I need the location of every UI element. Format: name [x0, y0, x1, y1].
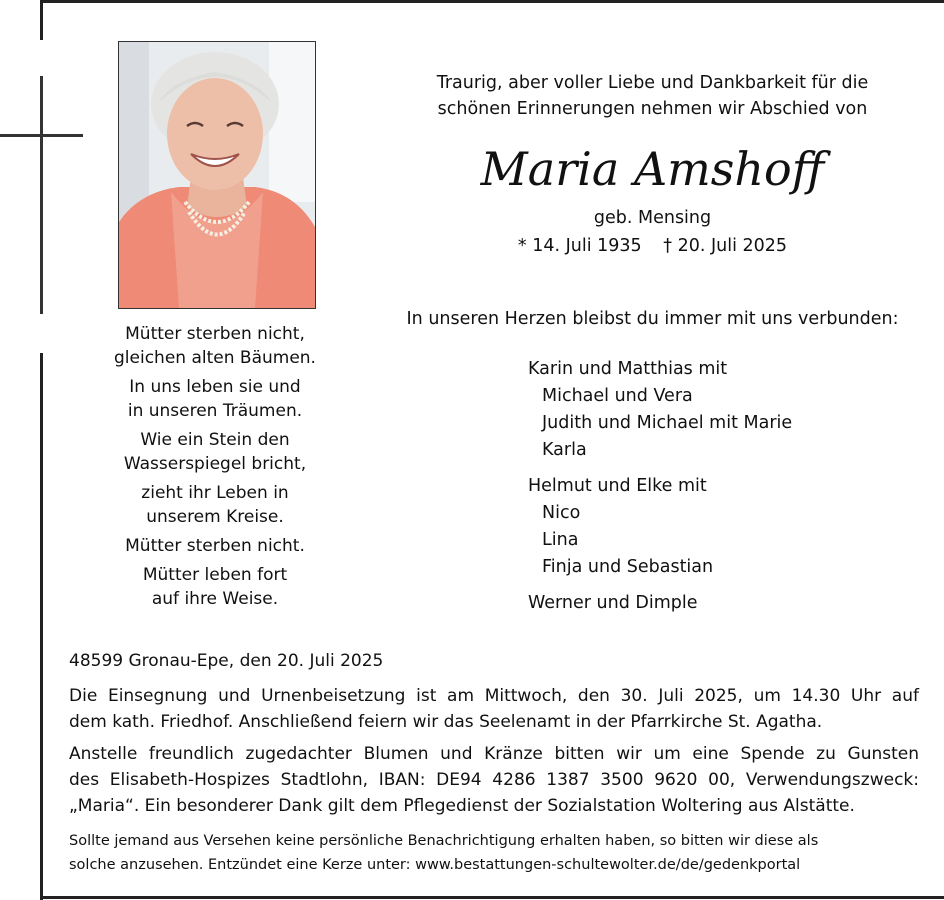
poem-line: zieht ihr Leben in — [141, 483, 289, 503]
intro-line: schönen Erinnerungen nehmen wir Abschied von — [437, 99, 868, 119]
family-member: Michael und Vera — [542, 386, 693, 406]
family-member: Karla — [542, 440, 587, 460]
portrait-photo — [118, 41, 316, 309]
poem-line: Mütter sterben nicht. — [125, 536, 305, 556]
frame-top-border — [40, 0, 944, 3]
birth-date: * 14. Juli 1935 — [517, 236, 642, 256]
frame-bottom-border — [40, 896, 944, 899]
family-member: Finja und Sebastian — [542, 557, 714, 577]
notification-note — [69, 829, 919, 877]
poem — [100, 322, 330, 616]
family-group — [528, 473, 928, 581]
poem-line: Mütter sterben nicht, — [125, 324, 305, 344]
poem-line: Mütter leben fort — [142, 565, 288, 585]
poem-stanza — [100, 563, 330, 611]
family-member: Judith und Michael mit Marie — [542, 413, 793, 433]
family-group — [528, 590, 928, 617]
note-line: solche anzusehen. Entzündet eine Kerze unter: www.bestattungen-schultewolter.de/de/gedenkportal — [69, 857, 801, 873]
remembrance-text: In unseren Herzen bleibst du immer mit uns verbunden: — [406, 309, 899, 329]
poem-line: in unseren Träumen. — [127, 401, 303, 421]
family-member: Nico — [542, 503, 581, 523]
poem-stanza — [100, 322, 330, 370]
poem-line: In uns leben sie und — [129, 377, 301, 397]
donation-line: Anstelle freundlich zugedachter Blumen und Kränze bitten wir um eine Spende zu Gunsten — [69, 744, 919, 764]
family-group-head: Werner und Dimple — [528, 593, 698, 613]
donation-paragraph — [69, 741, 919, 819]
frame-left-border-top — [40, 0, 43, 40]
ceremony-line: Die Einsegnung und Urnenbeisetzung ist am Mittwoch, den 30. Juli 2025, um 14.30 Uhr auf — [69, 686, 919, 706]
intro-text — [400, 70, 905, 122]
poem-stanza — [100, 375, 330, 423]
donation-line: „Maria“. Ein besonderer Dank gilt dem Pflegedienst der Sozialstation Woltering aus Alstätte. — [69, 796, 855, 816]
ceremony-paragraph — [69, 683, 919, 735]
family-group-head: Karin und Matthias mit — [528, 359, 728, 379]
family-group — [528, 356, 928, 464]
poem-line: auf ihre Weise. — [151, 589, 279, 609]
note-line: Sollte jemand aus Versehen keine persönliche Benachrichtigung erhalten haben, so bitten wir diese als — [69, 833, 819, 849]
donation-line: des Elisabeth-Hospizes Stadtlohn, IBAN: DE94 4286 1387 3500 9620 00, Verwendungszweck: — [69, 770, 919, 790]
deceased-name: Maria Amshoff — [480, 142, 825, 196]
family-group-head: Helmut und Elke mit — [528, 476, 707, 496]
life-dates — [400, 233, 905, 259]
poem-stanza — [100, 428, 330, 476]
ceremony-line: dem kath. Friedhof. Anschließend feiern wir das Seelenamt in der Pfarrkirche St. Agatha. — [69, 712, 823, 732]
poem-line: unserem Kreise. — [146, 507, 284, 527]
family-member: Lina — [542, 530, 579, 550]
poem-stanza — [100, 481, 330, 529]
birth-name: geb. Mensing — [593, 208, 712, 228]
family-list — [528, 356, 928, 626]
place-date: 48599 Gronau-Epe, den 20. Juli 2025 — [69, 651, 384, 671]
death-date: † 20. Juli 2025 — [663, 236, 788, 256]
cross-icon-horizontal — [0, 134, 83, 137]
intro-line: Traurig, aber voller Liebe und Dankbarkeit für die — [436, 73, 869, 93]
poem-line: gleichen alten Bäumen. — [114, 348, 316, 368]
frame-left-border-bottom — [40, 353, 43, 900]
cross-icon-vertical — [40, 76, 43, 314]
poem-line: Wie ein Stein den — [140, 430, 290, 450]
poem-stanza — [100, 534, 330, 558]
poem-line: Wasserspiegel bricht, — [123, 454, 307, 474]
